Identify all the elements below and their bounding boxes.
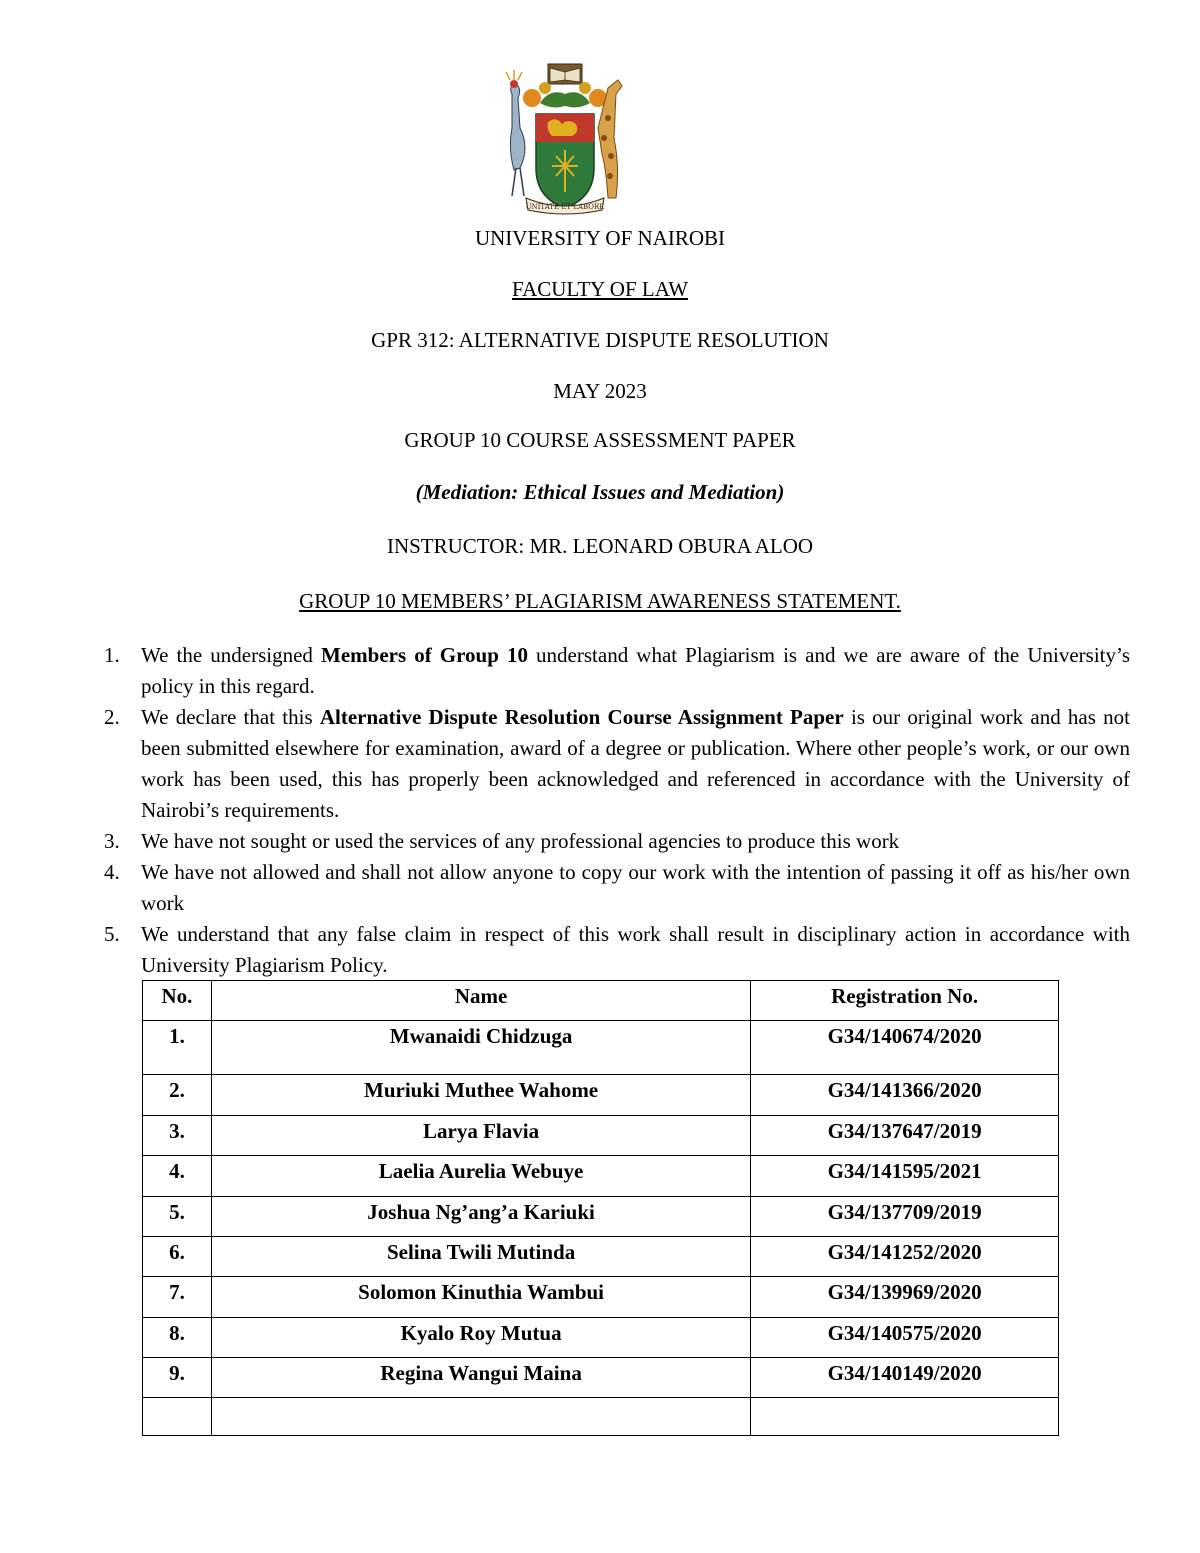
faculty-name: FACULTY OF LAW <box>511 277 689 301</box>
table-row: 9. Regina Wangui Maina G34/140149/2020 <box>143 1358 1059 1398</box>
statement-item: 2. We declare that this Alternative Dispute Resolution Course Assignment Paper is our original work and has not been submitted elsewhere for examination, award of a degree or publication. Where other people’s work, or our own work has been used, this has properly been acknowledged and referenced in accordance with the University of Nairobi’s requirements. <box>104 705 1130 822</box>
statement-item: 3. We have not sought or used the services of any professional agencies to produce this work <box>104 829 900 853</box>
table-row: 7. Solomon Kinuthia Wambui G34/139969/2020 <box>143 1277 1059 1318</box>
table-row: 5. Joshua Ng’ang’a Kariuki G34/137709/2019 <box>143 1197 1059 1237</box>
table-row: 1. Mwanaidi Chidzuga G34/140674/2020 <box>143 1021 1059 1075</box>
table-row: 6. Selina Twili Mutinda G34/141252/2020 <box>143 1237 1059 1277</box>
date: MAY 2023 <box>553 379 647 403</box>
statement-item: 1. We the undersigned Members of Group 10 understand what Plagiarism is and we are aware of the University’s policy in this regard. <box>104 643 1130 698</box>
university-name: UNIVERSITY OF NAIROBI <box>474 226 726 250</box>
table-row: 4. Laelia Aurelia Webuye G34/141595/2021 <box>143 1156 1059 1197</box>
header-no: No. <box>143 981 212 1021</box>
svg-text:UNITATE ET LABORE: UNITATE ET LABORE <box>525 203 605 211</box>
table-row: 8. Kyalo Roy Mutua G34/140575/2020 <box>143 1318 1059 1358</box>
table-row: 2. Muriuki Muthee Wahome G34/141366/2020 <box>143 1075 1059 1116</box>
instructor-line: INSTRUCTOR: MR. LEONARD OBURA ALOO <box>386 534 814 558</box>
table-header-row <box>143 981 1059 1021</box>
university-crest-logo <box>490 58 640 216</box>
table-row: 3. Larya Flavia G34/137647/2019 <box>143 1116 1059 1156</box>
statement-item: 5. We understand that any false claim in respect of this work shall result in disciplinary action in accordance with University Plagiarism Policy. <box>104 922 1130 977</box>
paper-topic: (Mediation: Ethical Issues and Mediation) <box>415 480 785 504</box>
paper-title: GROUP 10 COURSE ASSESSMENT PAPER <box>404 428 796 452</box>
course-title: GPR 312: ALTERNATIVE DISPUTE RESOLUTION <box>371 328 829 352</box>
statement-item: 4. We have not allowed and shall not allow anyone to copy our work with the intention of passing it off as his/her own work <box>104 860 1130 915</box>
statement-title: GROUP 10 MEMBERS’ PLAGIARISM AWARENESS STATEMENT. <box>299 589 901 613</box>
header-name: Name <box>211 981 750 1021</box>
header-registration: Registration No. <box>751 981 1059 1021</box>
group-members-table <box>142 980 1059 1436</box>
plagiarism-statement-list <box>100 640 1130 981</box>
table-row-empty <box>143 1398 1059 1436</box>
